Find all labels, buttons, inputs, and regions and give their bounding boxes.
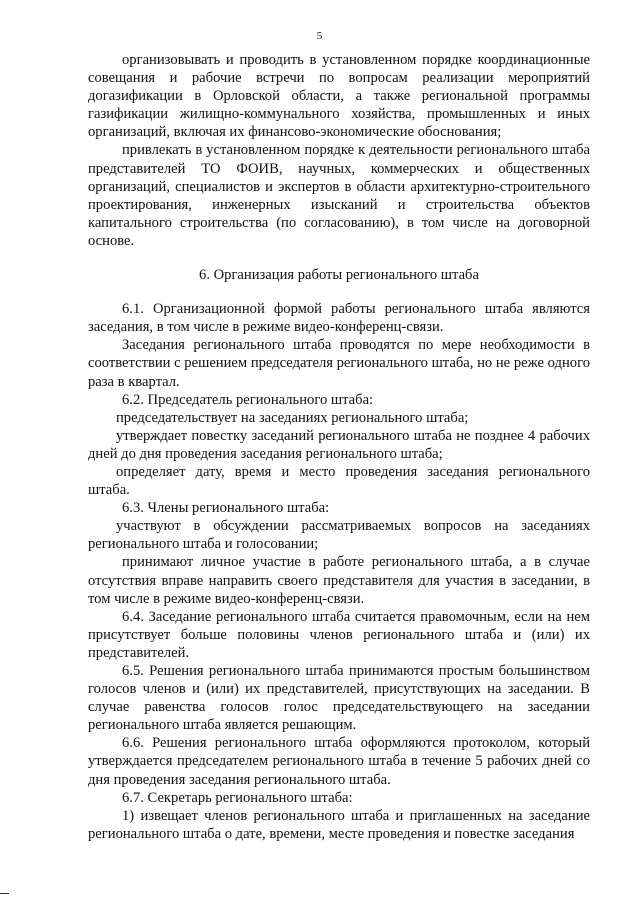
paragraph: 6.5. Решения регионального штаба принимаются простым большинством голосов членов и (или) их представителей, присутствующих на заседании. В случае равенства голосов голос председательствующего на заседании регионального штаба является решающим. [88, 663, 590, 734]
paragraph: 6.1. Организационной формой работы регионального штаба являются заседания, в том числе в режиме видео-конференц-связи. [88, 301, 590, 336]
section-body [88, 300, 590, 843]
paragraph: привлекать в установленном порядке к деятельности регионального штаба представителей ТО ФОИВ, научных, коммерческих и общественных организаций, специалистов и экспертов в области архитектурно-строительного проектирования, инженерных изысканий и строительства объектов капитального строительства (по согласованию), в том числе на договорной основе. [88, 142, 590, 249]
paragraph: 6.4. Заседание регионального штаба считается правомочным, если на нем присутствует больше половины членов регионального штаба и (или) их представителей. [88, 608, 590, 661]
paragraph: 6.7. Секретарь регионального штаба: [122, 789, 353, 806]
document-body [88, 51, 590, 843]
paragraph: Заседания регионального штаба проводятся по мере необходимости в соответствии с решением председателя регионального штаба, но не реже одного раза в квартал. [88, 337, 590, 390]
paragraph: утверждает повестку заседаний регионального штаба не позднее 4 рабочих дней до дня проведения заседания регионального штаба; [88, 427, 590, 462]
paragraph: председательствует на заседаниях регионального штаба; [116, 409, 469, 426]
paragraph: определяет дату, время и место проведения заседания регионального штаба. [88, 463, 590, 499]
paragraph: 6.3. Члены регионального штаба: [122, 500, 330, 517]
page-number: 5 [316, 30, 323, 42]
paragraph: участвуют в обсуждении рассматриваемых вопросов на заседаниях регионального штаба и голосовании; [88, 518, 590, 553]
paragraph: 6.2. Председатель регионального штаба: [122, 391, 374, 408]
paragraph: 6.6. Решения регионального штаба оформляются протоколом, который утверждается председателем регионального штаба в течение 5 рабочих дней со дня проведения заседания регионального штаба. [88, 735, 590, 788]
scan-margin-mark [0, 893, 9, 894]
paragraph: 1) извещает членов регионального штаба и приглашенных на заседание регионального штаба о дате, времени, месте проведения и повестке заседания [88, 807, 590, 842]
section-heading: 6. Организация работы регионального штаба [199, 267, 479, 284]
paragraph: принимают личное участие в работе регионального штаба, а в случае отсутствия вправе направить своего представителя для участия в заседании, в том числе в режиме видео-конференц-связи. [88, 554, 590, 607]
paragraph: организовывать и проводить в установленном порядке координационные совещания и рабочие встречи по вопросам реализации мероприятий догазификации в Орловской области, а также региональной программы газификации жилищно-коммунального хозяйства, промышленных и иных организаций, включая их финансово-экономические обоснования; [88, 52, 590, 141]
